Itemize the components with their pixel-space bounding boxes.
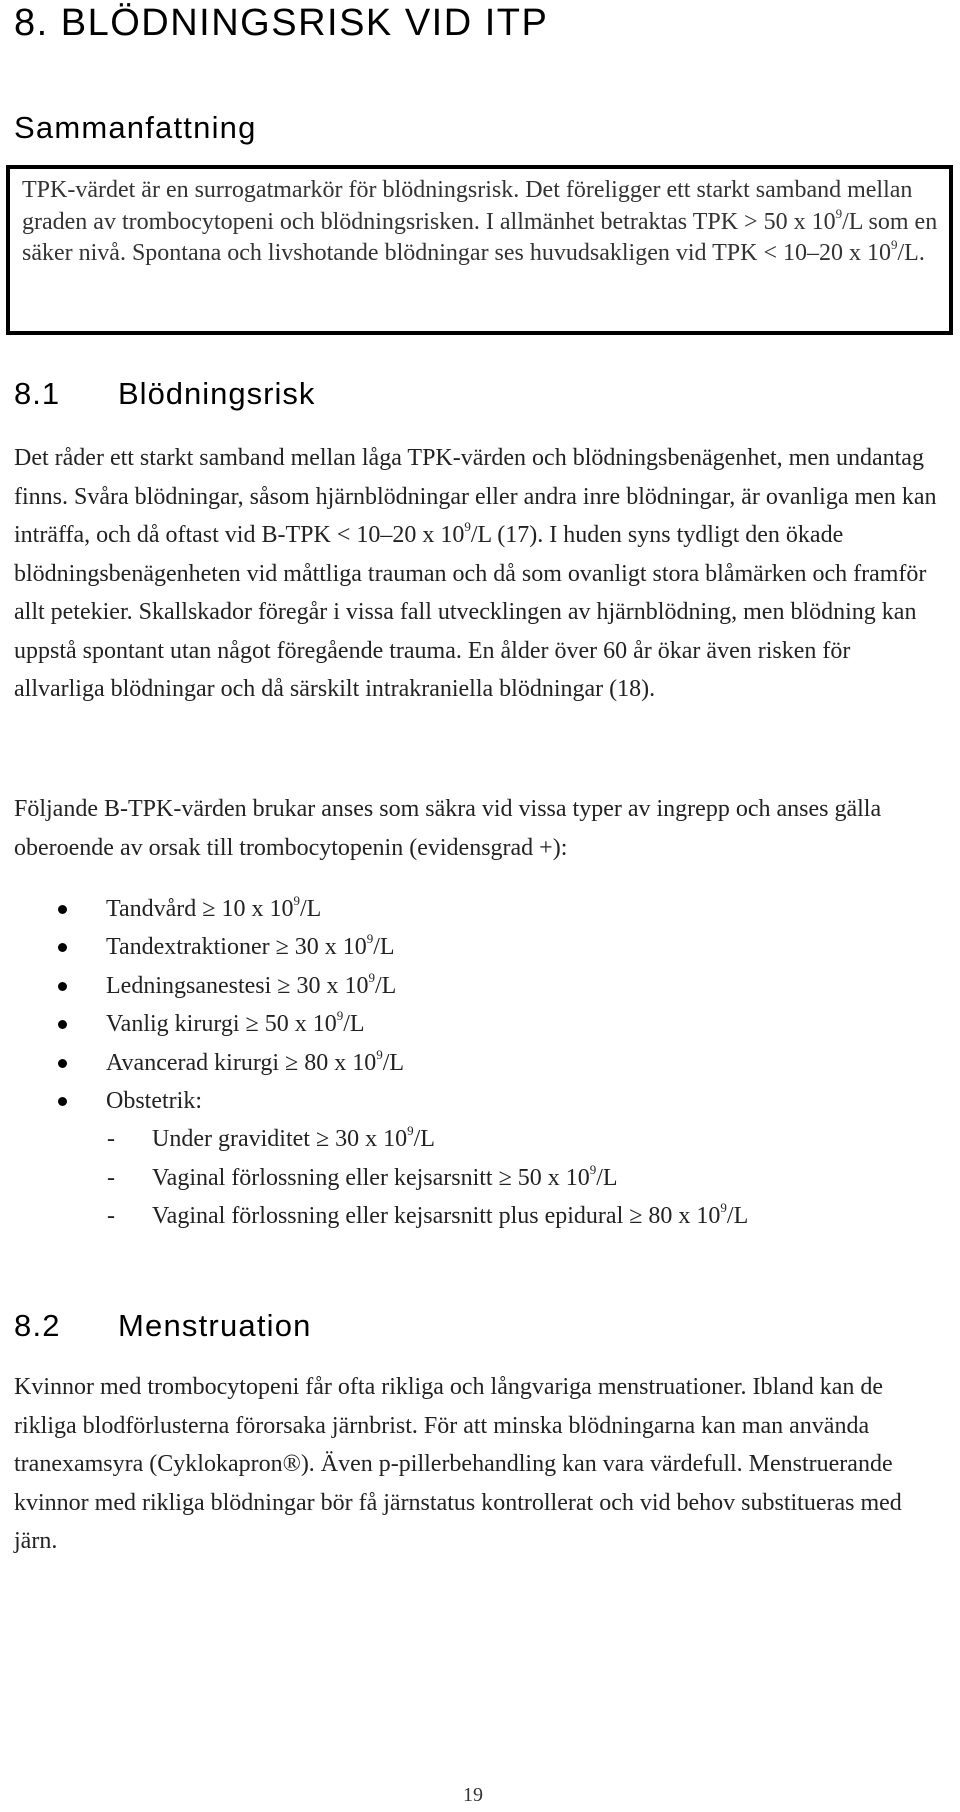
list-item-text: Obstetrik: [106,1087,202,1114]
bullet-icon [58,982,67,991]
section-heading-8-1 [14,376,315,412]
list-item [0,1082,960,1120]
chapter-title: 8. BLÖDNINGSRISK VID ITP [14,2,549,44]
bullet-icon [58,905,67,914]
list-item [0,1044,960,1082]
list-item [0,928,960,966]
list-item-text: Avancerad kirurgi ≥ 80 x $10^9/L$ [106,1046,405,1076]
bullet-icon [58,1059,67,1068]
paragraph-menstruation: Kvinnor med trombocytopeni får ofta rikliga och långvariga menstruationer. Ibland kan de rikliga blodförlusterna förorsaka järnbrist. För att minska blödningarna kan man använda tranexamsyra (Cyklokapron®). Även p-pillerbehandling kan vara värdefull. Menstruerande kvinnor med rikliga blödningar bör få järnstatus kontrollerat och vid behov substitueras med järn. [14,1374,902,1554]
section-number: 8.1 [14,376,61,411]
bullet-icon [58,943,67,952]
list-item-text: Ledningsanestesi ≥ 30 x $10^9/L$ [106,969,397,999]
summary-text: TPK-värdet är en surrogatmarkör för blödningsrisk. Det föreligger ett starkt samband mellan graden av trombocytopeni och blödningsrisken. I allmänhet betraktas TPK > 50 x $10^9/L$ som en säker nivå. Spontana och livshotande blödningar ses huvudsakligen vid TPK < 10–20 x $10^9/L$. [22,177,938,266]
paragraph-safe-values-intro: Följande B-TPK-värden brukar anses som säkra vid vissa typer av ingrepp och anses gälla oberoende av orsak till trombocytopenin (evidensgrad +): [14,796,882,861]
bullet-icon [58,1097,67,1106]
sub-list-item [0,1120,960,1158]
list-item-text: Tandvård ≥ 10 x $10^9/L$ [106,893,322,922]
section-title: Blödningsrisk [118,376,316,411]
list-item [0,967,960,1005]
sub-list-item [0,1159,960,1197]
summary-heading: Sammanfattning [14,110,257,145]
dash-marker: - [107,1203,115,1230]
sub-list-item-text: Vaginal förlossning eller kejsarsnitt plus epidural ≥ 80 x $10^9/L$ [152,1200,749,1230]
sub-list-item [0,1197,960,1235]
sub-list-item-text: Vaginal förlossning eller kejsarsnitt ≥ 50 x $10^9/L$ [152,1161,618,1191]
section-number: 8.2 [14,1308,61,1343]
bullet-icon [58,1020,67,1029]
sub-list-item-text: Under graviditet ≥ 30 x $10^9/L$ [152,1123,435,1153]
page-number: 19 [463,1784,483,1806]
section-heading-8-2 [14,1308,312,1344]
list-item [0,890,960,928]
list-item-text: Vanlig kirurgi ≥ 50 x $10^9/L$ [106,1008,365,1038]
paragraph-bleeding-risk: Det råder ett starkt samband mellan låga TPK-värden och blödningsbenägenhet, men undantag finns. Svåra blödningar, såsom hjärnblödningar eller andra inre blödningar, är ovanliga men kan inträffa, och då oftast vid B-TPK < 10–20 x $10^9/L$ (17). I huden syns tydligt den ökade blödningsbenägenheten vid måttliga trauman och då som ovanligt stora blåmärken och framför allt petekier. Skallskador föregår i vissa fall utvecklingen av hjärnblödning, men blödning kan uppstå spontant utan något föregående trauma. En ålder över 60 år ökar även risken för allvarliga blödningar och då särskilt intrakraniella blödningar (18). [14,445,937,702]
safe-values-list [0,890,960,1236]
dash-marker: - [107,1164,115,1191]
section-title: Menstruation [118,1308,312,1343]
list-item-text: Tandextraktioner ≥ 30 x $10^9/L$ [106,931,395,961]
list-item [0,1005,960,1043]
summary-box [6,165,953,335]
dash-marker: - [107,1126,115,1153]
